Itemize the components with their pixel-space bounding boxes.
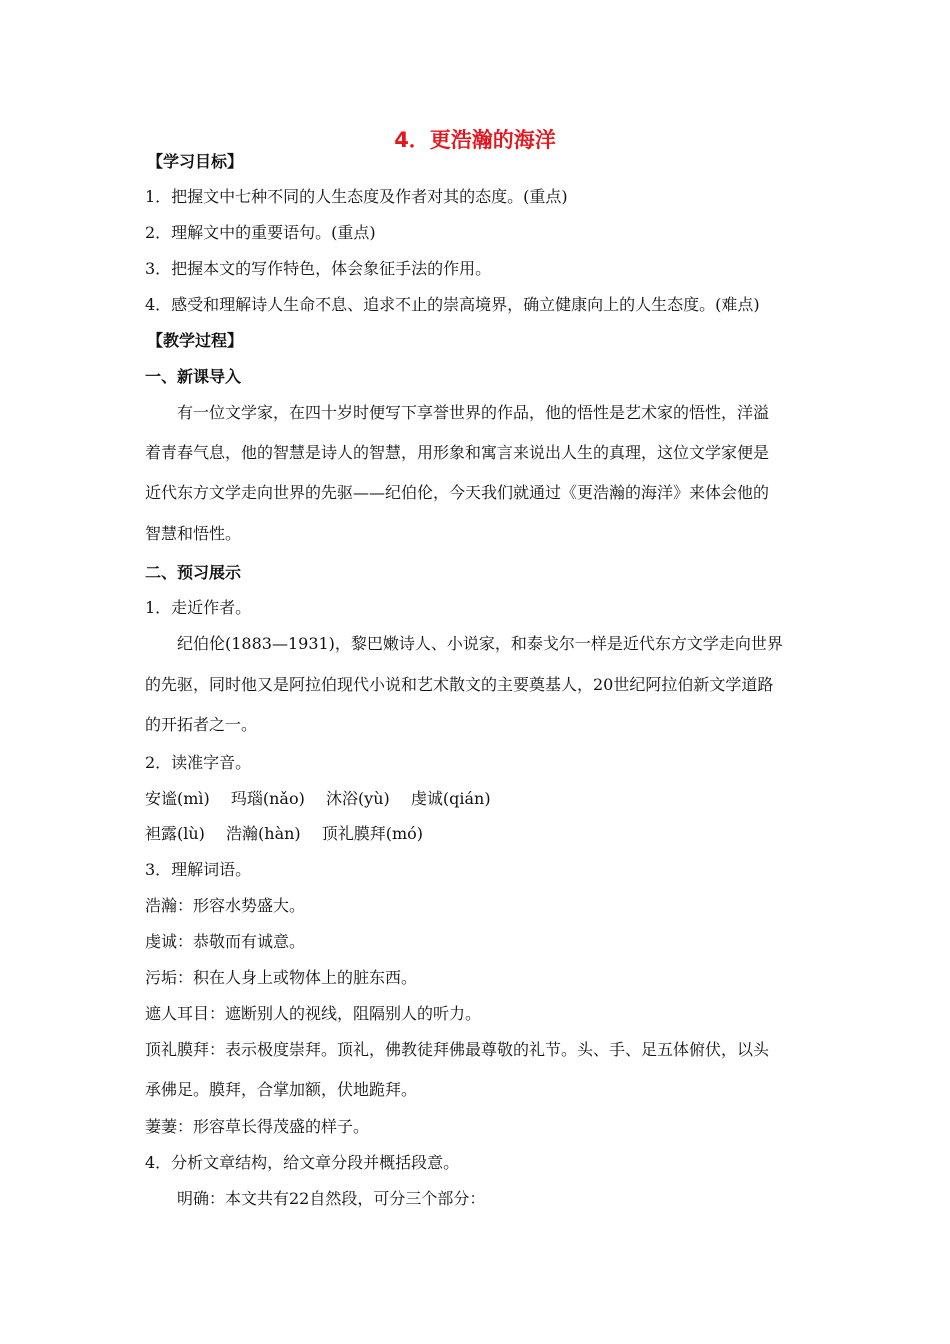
goal-item: 3．把握本文的写作特色，体会象征手法的作用。	[145, 259, 492, 278]
vocab-entry: 虔诚：恭敬而有诚意。	[145, 932, 306, 951]
answer-line: 明确：本文共有22自然段，可分三个部分：	[177, 1189, 486, 1208]
intro-paragraph-line: 近代东方文学走向世界的先驱——纪伯伦，今天我们就通过《更浩瀚的海洋》来体会他的	[145, 483, 770, 502]
vocab-entry: 浩瀚：形容水势盛大。	[145, 896, 306, 915]
preview-item-author: 1．走近作者。	[145, 598, 252, 617]
pinyin-word: 浩瀚(hàn)	[226, 824, 301, 843]
vocab-entry: 遮人耳目：遮断别人的视线，阻隔别人的听力。	[145, 1004, 482, 1023]
intro-paragraph-line: 有一位文学家，在四十岁时便写下享誉世界的作品，他的悟性是艺术家的悟性，洋溢	[177, 403, 770, 422]
section-heading-goals: 【学习目标】	[147, 152, 244, 171]
vocab-entry: 污垢：积在人身上或物体上的脏东西。	[145, 968, 418, 987]
part-heading-intro: 一、新课导入	[145, 367, 242, 386]
page-title: 4．更浩瀚的海洋	[394, 128, 556, 152]
part-heading-preview: 二、预习展示	[145, 563, 242, 582]
author-paragraph-line: 的先驱，同时他又是阿拉伯现代小说和艺术散文的主要奠基人，20世纪阿拉伯新文学道路	[145, 675, 774, 694]
intro-paragraph-line: 智慧和悟性。	[145, 524, 242, 543]
author-paragraph-line: 的开拓者之一。	[145, 715, 258, 734]
author-paragraph-line: 纪伯伦(1883—1931)，黎巴嫩诗人、小说家，和泰戈尔一样是近代东方文学走向世界	[177, 634, 783, 653]
goal-item: 2．理解文中的重要语句。(重点)	[145, 223, 376, 242]
section-heading-process: 【教学过程】	[147, 331, 244, 350]
preview-item-structure: 4．分析文章结构，给文章分段并概括段意。	[145, 1153, 460, 1172]
pinyin-word: 顶礼膜拜(mó)	[321, 824, 424, 843]
vocab-entry: 萋萋：形容草长得茂盛的样子。	[145, 1117, 370, 1136]
pinyin-row	[145, 789, 810, 809]
pinyin-word: 虔诚(qián)	[410, 789, 491, 808]
goal-item: 1．把握文中七种不同的人生态度及作者对其的态度。(重点)	[145, 187, 568, 206]
pinyin-row	[145, 824, 810, 844]
vocab-entry: 顶礼膜拜：表示极度崇拜。顶礼，佛教徒拜佛最尊敬的礼节。头、手、足五体俯伏，以头	[145, 1040, 770, 1059]
intro-paragraph-line: 着青春气息，他的智慧是诗人的智慧，用形象和寓言来说出人生的真理，这位文学家便是	[145, 443, 770, 462]
pinyin-word: 玛瑙(nǎo)	[230, 789, 305, 808]
pinyin-word: 袒露(lù)	[145, 824, 205, 843]
preview-item-vocabulary: 3．理解词语。	[145, 860, 252, 879]
preview-item-pronunciation: 2．读准字音。	[145, 753, 252, 772]
goal-item: 4．感受和理解诗人生命不息、追求不止的崇高境界，确立健康向上的人生态度。(难点)	[145, 295, 760, 314]
pinyin-word: 沐浴(yù)	[325, 789, 390, 808]
pinyin-word: 安谧(mì)	[145, 789, 210, 808]
vocab-entry-continuation: 承佛足。膜拜，合掌加额，伏地跪拜。	[145, 1080, 418, 1099]
